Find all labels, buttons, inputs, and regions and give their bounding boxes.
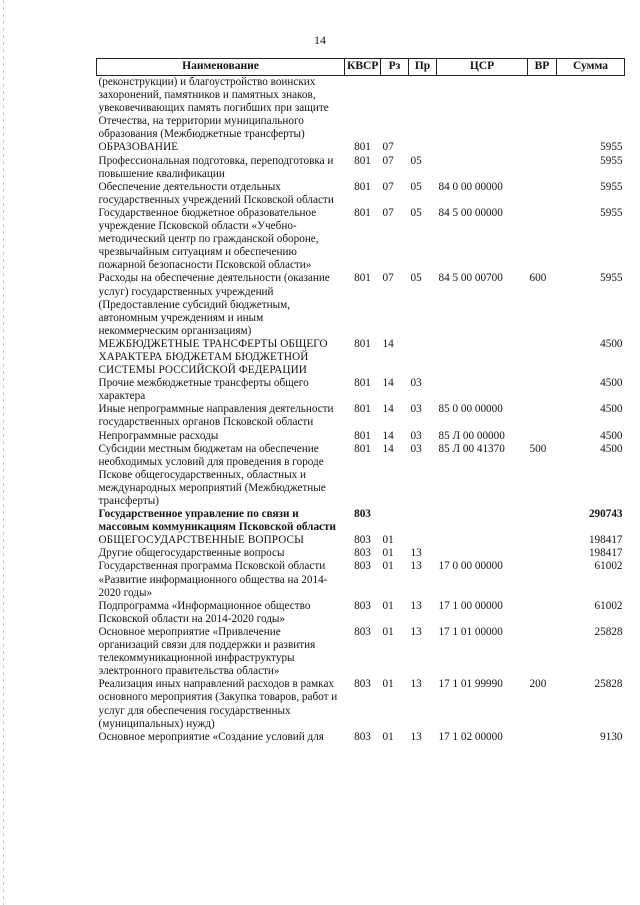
cell-kvsr: 803	[354, 547, 371, 560]
cell-csr: 84 5 00 00700	[438, 272, 503, 285]
cell-sum: 5955	[600, 141, 623, 154]
cell-rz	[381, 76, 409, 142]
cell-vr	[528, 560, 557, 599]
page-number: 14	[314, 33, 326, 47]
cell-sum: 4500	[600, 442, 623, 455]
cell-name: Государственная программа Псковской области «Развитие информационного общества на 2014-2020 годы»	[98, 560, 328, 599]
cell-name: Профессиональная подготовка, переподготовка и повышение квалификации	[98, 154, 334, 180]
cell-pr	[409, 76, 437, 142]
cell-rz	[381, 508, 409, 534]
cell-csr	[437, 377, 528, 403]
cell-csr	[437, 534, 528, 547]
cell-kvsr	[345, 76, 381, 142]
cell-rz: 01	[382, 534, 394, 547]
cell-sum: 198417	[588, 547, 623, 560]
cell-csr: 85 0 00 00000	[438, 403, 503, 416]
cell-pr: 05	[410, 180, 422, 193]
cell-rz: 14	[382, 442, 394, 455]
cell-sum: 198417	[588, 534, 623, 547]
table-row	[97, 560, 625, 599]
table-row	[97, 678, 625, 730]
cell-vr	[528, 508, 557, 534]
cell-name: ОБРАЗОВАНИЕ	[98, 141, 179, 154]
cell-pr	[409, 141, 437, 154]
cell-csr: 17 1 02 00000	[438, 730, 503, 743]
cell-pr: 13	[410, 625, 422, 638]
cell-kvsr: 801	[354, 442, 371, 455]
cell-vr	[528, 207, 557, 272]
cell-vr	[528, 547, 557, 560]
cell-pr	[409, 338, 437, 377]
cell-csr	[437, 76, 528, 142]
cell-name: (реконструкции) и благоустройство воинских захоронений, памятников и памятных знаков, увековечивающих память погибших при защите Отечества, на территории муниципального образования (Межбюджетные трансферты)	[98, 76, 329, 141]
cell-name: Основное мероприятие «Создание условий для	[98, 730, 324, 743]
cell-pr: 03	[410, 403, 422, 416]
cell-pr: 03	[410, 377, 422, 390]
cell-rz: 01	[382, 547, 394, 560]
cell-kvsr: 801	[354, 377, 371, 390]
cell-kvsr: 803	[354, 678, 371, 691]
cell-kvsr: 801	[354, 141, 371, 154]
cell-kvsr: 803	[354, 560, 371, 573]
table-row	[97, 207, 625, 272]
cell-vr: 600	[529, 272, 547, 285]
cell-rz: 07	[382, 272, 394, 285]
cell-pr: 13	[410, 547, 422, 560]
scan-edge	[3, 0, 4, 905]
header-pr: Пр	[409, 59, 437, 76]
table-row	[97, 141, 625, 154]
cell-vr	[528, 155, 557, 181]
table-row	[97, 547, 625, 560]
cell-csr: 85 Л 00 41370	[438, 442, 505, 455]
header-kvsr: КВСР	[345, 59, 381, 76]
table-row	[97, 430, 625, 443]
cell-pr: 05	[410, 206, 422, 219]
cell-vr: 200	[529, 678, 547, 691]
cell-rz: 07	[382, 206, 394, 219]
cell-sum: 4500	[600, 337, 623, 350]
cell-sum: 5955	[600, 180, 623, 193]
cell-pr: 03	[410, 429, 422, 442]
cell-rz: 07	[382, 141, 394, 154]
cell-name: Иные непрограммные направления деятельности государственных органов Псковской области	[98, 403, 334, 429]
table-row	[97, 338, 625, 377]
cell-vr: 500	[529, 442, 547, 455]
cell-kvsr: 803	[354, 625, 371, 638]
cell-vr	[528, 377, 557, 403]
table-row	[97, 600, 625, 626]
budget-table	[96, 58, 625, 744]
cell-pr: 03	[410, 442, 422, 455]
cell-pr: 05	[410, 154, 422, 167]
cell-vr	[528, 430, 557, 443]
cell-rz: 07	[382, 180, 394, 193]
cell-name: Прочие межбюджетные трансферты общего характера	[98, 377, 309, 403]
cell-rz: 07	[382, 154, 394, 167]
cell-rz: 01	[382, 560, 394, 573]
table-row	[97, 403, 625, 429]
cell-csr	[437, 155, 528, 181]
table-row	[97, 76, 625, 142]
cell-kvsr: 801	[354, 429, 371, 442]
cell-sum: 9130	[600, 730, 623, 743]
header-sum: Сумма	[557, 59, 625, 76]
cell-csr: 17 0 00 00000	[438, 560, 503, 573]
cell-sum: 5955	[600, 154, 623, 167]
cell-csr	[437, 338, 528, 377]
cell-vr	[528, 600, 557, 626]
cell-vr	[528, 76, 557, 142]
cell-name: Расходы на обеспечение деятельности (оказание услуг) государственных учреждений (Предоставление субсидий бюджетным, автономным учреждениям и иным некоммерческим организациям)	[98, 272, 330, 337]
cell-pr: 13	[410, 730, 422, 743]
cell-name: Основное мероприятие «Привлечение организаций связи для поддержки и развития телекоммуникационной инфраструктуры электронного правительства области»	[98, 625, 316, 678]
cell-rz: 01	[382, 625, 394, 638]
cell-rz: 01	[382, 730, 394, 743]
table-row	[97, 181, 625, 207]
cell-name: Подпрограмма «Информационное общество Псковской области на 2014-2020 годы»	[98, 599, 311, 625]
header-vr: ВР	[528, 59, 557, 76]
cell-kvsr: 803	[354, 599, 371, 612]
cell-vr	[528, 338, 557, 377]
cell-sum: 4500	[600, 429, 623, 442]
cell-kvsr: 801	[354, 180, 371, 193]
cell-kvsr: 801	[354, 206, 371, 219]
cell-kvsr: 803	[354, 534, 371, 547]
cell-rz: 14	[382, 403, 394, 416]
table-row	[97, 534, 625, 547]
cell-name: ОБЩЕГОСУДАРСТВЕННЫЕ ВОПРОСЫ	[98, 534, 304, 547]
cell-kvsr: 801	[354, 337, 371, 350]
header-rz: Рз	[381, 59, 409, 76]
cell-pr	[409, 534, 437, 547]
cell-name: Непрограммные расходы	[98, 429, 219, 442]
cell-kvsr: 803	[354, 508, 371, 521]
cell-rz: 01	[382, 678, 394, 691]
table-row	[97, 443, 625, 508]
cell-name: Государственное управление по связи и массовым коммуникациям Псковской области	[98, 508, 336, 534]
table-body	[97, 76, 625, 744]
cell-sum: 61002	[594, 599, 623, 612]
cell-rz: 14	[382, 429, 394, 442]
cell-csr: 17 1 01 99990	[438, 678, 503, 691]
cell-csr: 84 5 00 00000	[438, 206, 503, 219]
table-header	[97, 59, 625, 76]
cell-name: Реализация иных направлений расходов в рамках основного мероприятия (Закупка товаров, работ и услуг для обеспечения государственных (муниципальных) нужд)	[98, 678, 338, 730]
cell-vr	[528, 181, 557, 207]
cell-name: Субсидии местным бюджетам на обеспечение необходимых условий для проведения в городе Пскове общегосударственных, областных и международных мероприятий (Межбюджетные трансферты)	[98, 442, 326, 507]
cell-rz: 14	[382, 337, 394, 350]
cell-pr: 05	[410, 272, 422, 285]
cell-name: Другие общегосударственные вопросы	[98, 547, 285, 560]
table-row	[97, 508, 625, 534]
cell-vr	[528, 403, 557, 429]
cell-pr	[409, 508, 437, 534]
cell-sum: 4500	[600, 377, 623, 390]
cell-vr	[528, 731, 557, 744]
table-row	[97, 155, 625, 181]
cell-csr	[437, 508, 528, 534]
cell-vr	[528, 626, 557, 678]
cell-rz: 14	[382, 377, 394, 390]
cell-sum	[557, 76, 625, 142]
cell-sum: 5955	[600, 272, 623, 285]
cell-pr: 13	[410, 560, 422, 573]
table-row	[97, 377, 625, 403]
table-row	[97, 272, 625, 337]
cell-name: Государственное бюджетное образовательное учреждение Псковской области «Учебно-методический центр по гражданской обороне, чрезвычайным ситуациям и обеспечению пожарной безопасности Псковской области»	[98, 206, 319, 272]
cell-name: Обеспечение деятельности отдельных государственных учреждений Псковской области	[98, 180, 334, 206]
cell-sum: 5955	[600, 206, 623, 219]
table-row	[97, 731, 625, 744]
cell-csr: 17 1 01 00000	[438, 625, 503, 638]
cell-csr: 17 1 00 00000	[438, 599, 503, 612]
header-name: Наименование	[97, 59, 345, 76]
cell-kvsr: 801	[354, 403, 371, 416]
cell-sum: 61002	[594, 560, 623, 573]
cell-pr: 13	[410, 599, 422, 612]
header-row	[97, 59, 625, 76]
cell-sum: 4500	[600, 403, 623, 416]
cell-sum: 290743	[588, 508, 623, 521]
cell-kvsr: 801	[354, 272, 371, 285]
header-csr: ЦСР	[437, 59, 528, 76]
cell-csr: 84 0 00 00000	[438, 180, 503, 193]
cell-kvsr: 801	[354, 154, 371, 167]
cell-csr	[437, 141, 528, 154]
cell-pr: 13	[410, 678, 422, 691]
cell-sum: 25828	[594, 625, 623, 638]
table-row	[97, 626, 625, 678]
cell-vr	[528, 534, 557, 547]
cell-kvsr: 803	[354, 730, 371, 743]
cell-name: МЕЖБЮДЖЕТНЫЕ ТРАНСФЕРТЫ ОБЩЕГО ХАРАКТЕРА БЮДЖЕТАМ БЮДЖЕТНОЙ СИСТЕМЫ РОССИЙСКОЙ ФЕДЕРАЦИИ	[98, 337, 328, 377]
cell-csr: 85 Л 00 00000	[438, 429, 505, 442]
cell-sum: 25828	[594, 678, 623, 691]
cell-rz: 01	[382, 599, 394, 612]
cell-csr	[437, 547, 528, 560]
cell-vr	[528, 141, 557, 154]
